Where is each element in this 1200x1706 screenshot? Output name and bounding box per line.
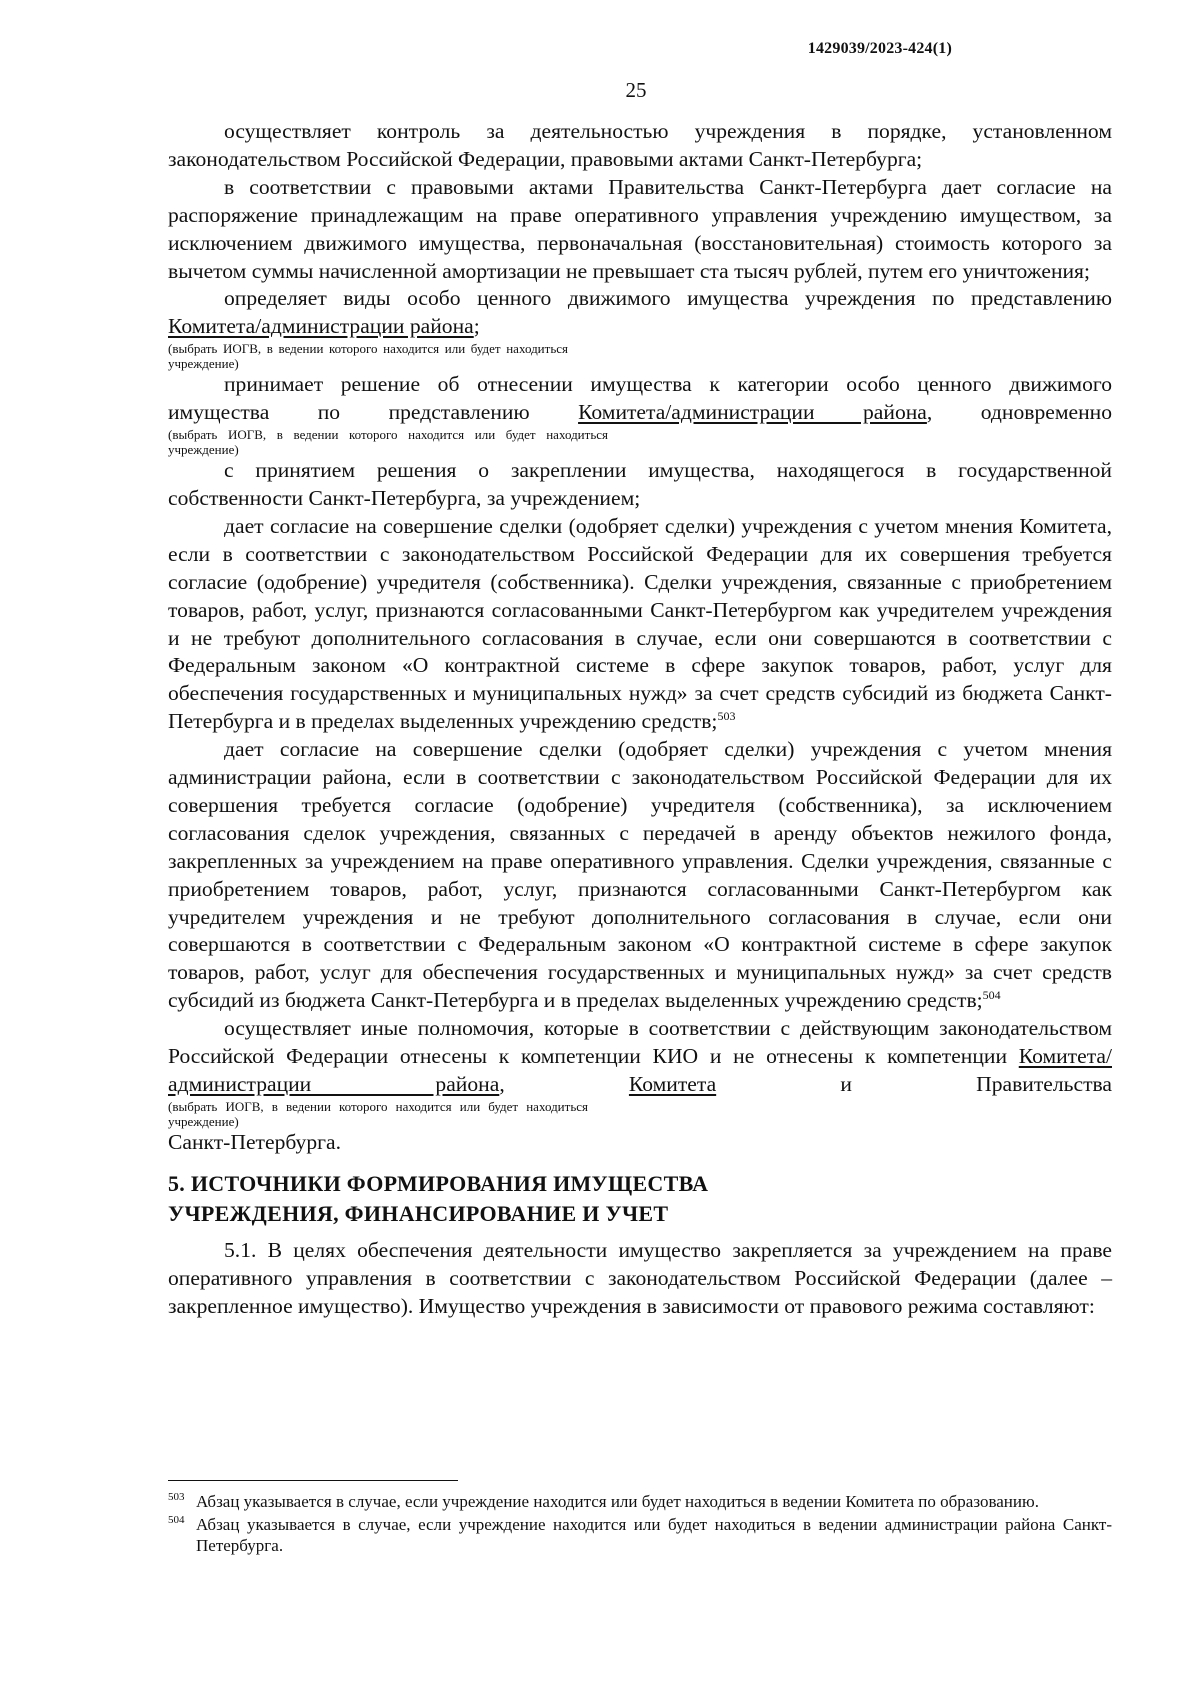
footnote	[168, 1514, 1112, 1556]
selection-placeholder: Комитета/администрации района	[168, 1044, 1112, 1096]
paragraph	[168, 513, 1112, 736]
footnotes	[168, 1491, 1112, 1558]
selection-placeholder: Комитета/администрации района	[168, 314, 474, 339]
selection-placeholder: Комитета	[628, 1072, 717, 1096]
punctuation: ;	[473, 314, 480, 339]
footnote-mark: 503	[168, 1491, 185, 1503]
selection-placeholder: Комитета/администрации района	[578, 400, 927, 425]
footnote-reference: 503	[717, 709, 736, 724]
paragraph: в соответствии с правовыми актами Правительства Санкт-Петербурга дает согласие на распоряжение принадлежащим на праве оперативного управления учреждению имуществом, за исключением движимого имущества, первоначальная (восстановительная) стоимость которого за вычетом суммы начисленной амортизации не превышает ста тысяч рублей, путем его уничтожения;	[168, 174, 1112, 283]
paragraph-text: осуществляет иные полномочия, которые в соответствии с действующим законодательством Российской Федерации отнесены к компетенции КИО и не отнесены к компетенции	[168, 1016, 1112, 1069]
selection-hint: (выбрать ИОГВ, в ведении которого находится или будет находиться учреждение)	[168, 427, 608, 458]
paragraph-text: дает согласие на совершение сделки (одобряет сделки) учреждения с учетом мнения администрации района, если в соответствии с законодательством Российской Федерации для их совершения требуется согласие (одобрение) учредителя (собственника), за исключением согласования сделок учреждения, связанных с передачей в аренду объектов нежилого фонда, закрепленных за учреждением на праве оперативного управления. Сделки учреждения, связанные с приобретением товаров, работ, услуг, признаются согласованными Санкт-Петербургом как учредителем учреждения и не требуют дополнительного согласования в случае, если они совершаются в соответствии с Федеральным законом «О контрактной системе в сфере закупок товаров, работ, услуг для обеспечения государственных и муниципальных нужд» за счет средств субсидий из бюджета Санкт-Петербурга и в пределах выделенных учреждению средств;	[168, 737, 1112, 1013]
footnote-text: Абзац указывается в случае, если учреждение находится или будет находиться в ведении администрации района Санкт-Петербурга.	[196, 1515, 1112, 1555]
paragraph-text: и Правительства	[840, 1072, 1113, 1096]
punctuation: ,	[499, 1072, 505, 1096]
paragraph	[168, 285, 1112, 341]
selection-hint: (выбрать ИОГВ, в ведении которого находится или будет находиться учреждение)	[168, 1098, 588, 1129]
paragraph-line: принимает решение об отнесении имущества к категории особо ценного движимого	[224, 372, 1112, 397]
paragraph-text: определяет виды особо ценного движимого имущества учреждения по представлению	[224, 286, 1112, 311]
footnote-text: Абзац указывается в случае, если учреждение находится или будет находиться в ведении Комитета по образованию.	[196, 1492, 1039, 1511]
footnote-reference: 504	[982, 988, 1001, 1003]
paragraph-line: Санкт-Петербурга.	[168, 1129, 341, 1154]
document-body	[168, 118, 1112, 1321]
paragraph-text: имущества по представлению	[168, 400, 530, 425]
paragraph: с принятием решения о закреплении имущества, находящегося в государственной собственности Санкт-Петербурга, за учреждением;	[168, 458, 1112, 510]
footnote-divider	[168, 1480, 458, 1481]
paragraph	[168, 1015, 1112, 1099]
heading-line: УЧРЕЖДЕНИЯ, ФИНАНСИРОВАНИЕ И УЧЕТ	[168, 1200, 669, 1226]
paragraph	[168, 736, 1112, 1015]
footnote	[168, 1491, 1112, 1512]
page-number: 25	[625, 78, 647, 102]
selection-hint: (выбрать ИОГВ, в ведении которого находится или будет находиться учреждение)	[168, 341, 568, 372]
paragraph: 5.1. В целях обеспечения деятельности имущество закрепляется за учреждением на праве оперативного управления в соответствии с законодательством Российской Федерации (далее – закрепленное имущество). Имущество учреждения в зависимости от правового режима составляют:	[168, 1237, 1112, 1318]
paragraph-text: дает согласие на совершение сделки (одобряет сделки) учреждения с учетом мнения Комитета, если в соответствии с законодательством Российской Федерации для их совершения требуется согласие (одобрение) учредителя (собственника). Сделки учреждения, связанные с приобретением товаров, работ, услуг, признаются согласованными Санкт-Петербургом как учредителем учреждения и не требуют дополнительного согласования в случае, если они совершаются в соответствии с Федеральным законом «О контрактной системе в сфере закупок товаров, работ, услуг для обеспечения государственных и муниципальных нужд» за счет средств субсидий из бюджета Санкт-Петербурга и в пределах выделенных учреждению средств;	[168, 513, 1112, 734]
heading-line: 5. ИСТОЧНИКИ ФОРМИРОВАНИЯ ИМУЩЕСТВА	[168, 1170, 709, 1196]
footnote-mark: 504	[168, 1514, 185, 1526]
paragraph-line	[168, 399, 1112, 427]
paragraph-text: , одновременно	[926, 400, 1113, 425]
paragraph: осуществляет контроль за деятельностью учреждения в порядке, установленном законодательством Российской Федерации, правовыми актами Санкт-Петербурга;	[168, 119, 1112, 171]
document-number: 1429039/2023-424(1)	[807, 40, 952, 57]
section-heading	[168, 1169, 1112, 1229]
